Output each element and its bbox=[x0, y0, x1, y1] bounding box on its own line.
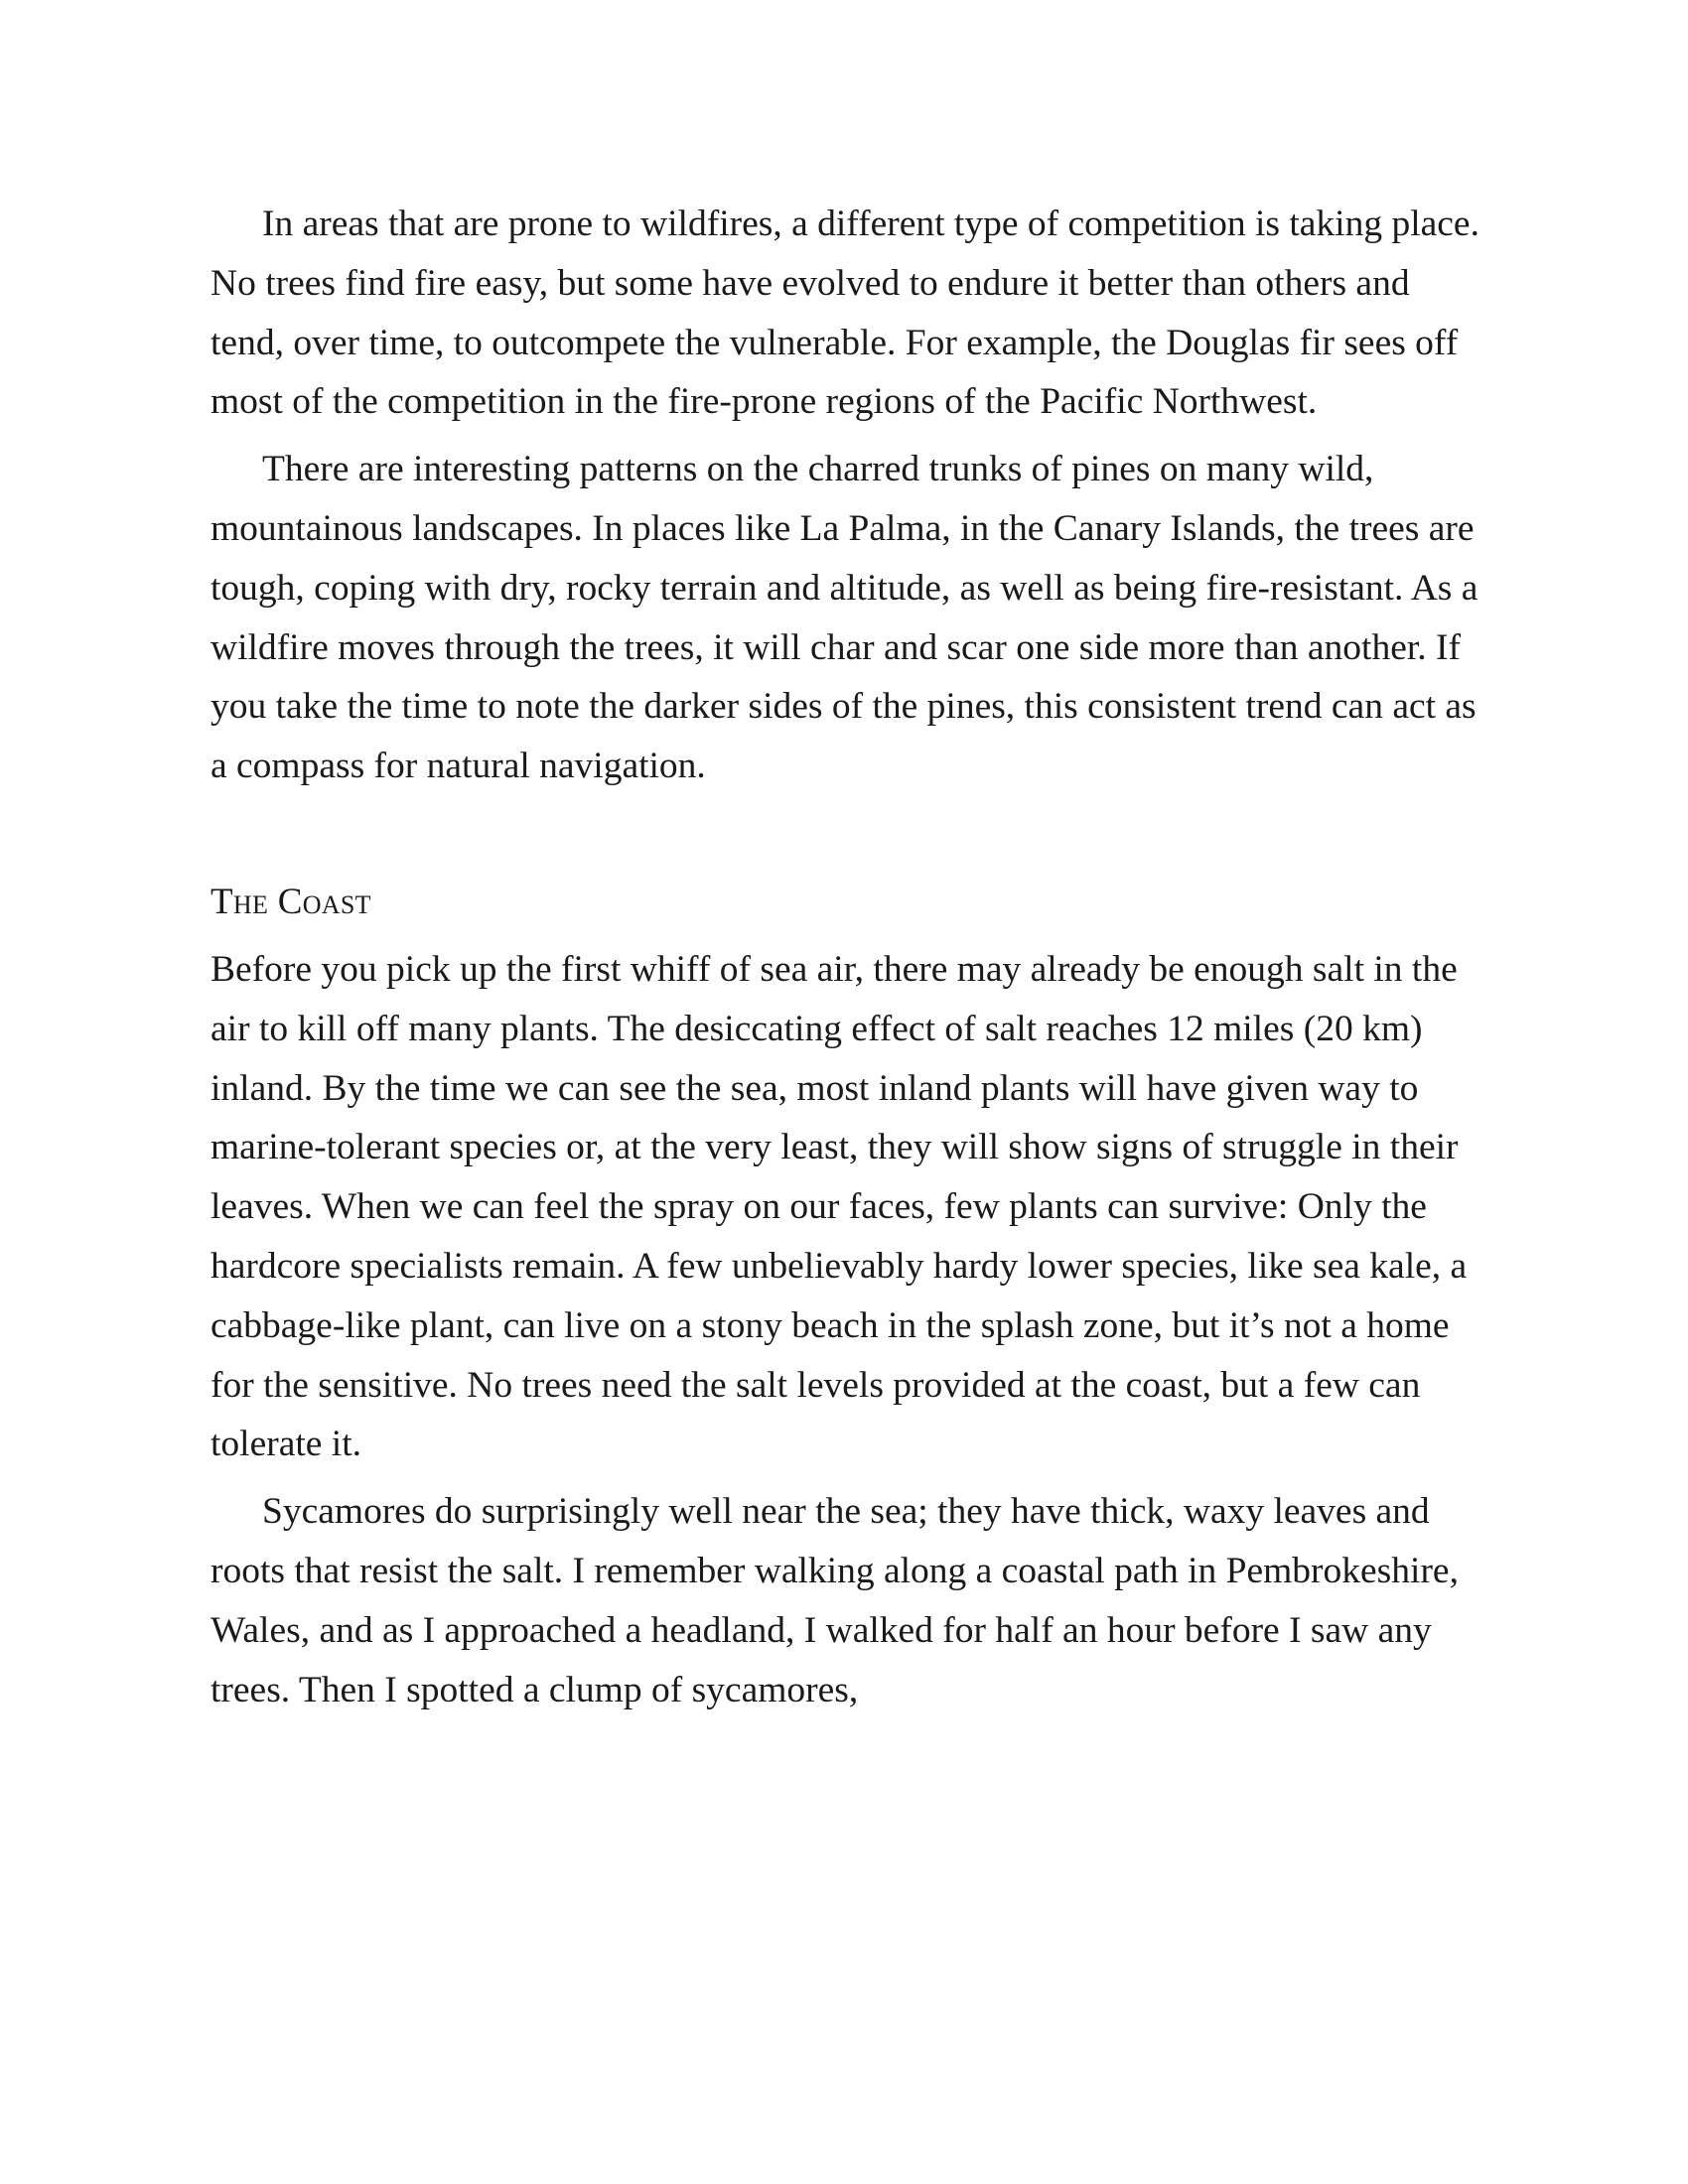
paragraph-sycamores: Sycamores do surprisingly well near the sea; they have thick, waxy leaves and roots that resist the salt. I remember walking along a coastal path in Pembrokeshire, Wales, and as I approached a headland, I walked for half an hour before I saw any trees. Then I spotted a clump of sycamores, bbox=[211, 1491, 1459, 1710]
paragraph-coast-salt: Before you pick up the first whiff of sea air, there may already be enough salt in the air to kill off many plants. The desiccating effect of salt reaches 12 miles (20 km) inland. By the time we can see the sea, most inland plants will have given way to marine-tolerant species or, at the very least, they will show signs of struggle in their leaves. When we can feel the spray on our faces, few plants can survive: Only the hardcore specialists remain. A few unbelievably hardy lower species, like sea kale, a cabbage-like plant, can live on a stony beach in the splash zone, but it’s not a home for the sensitive. No trees need the salt levels provided at the coast, but a few can tolerate it. bbox=[211, 948, 1468, 1465]
paragraph-charred-pines: There are interesting patterns on the charred trunks of pines on many wild, mountainous landscapes. In places like La Palma, in the Canary Islands, the trees are tough, coping with dry, rocky terrain and altitude, as well as being fire-resistant. As a wildfire moves through the trees, it will char and scar one side more than another. If you take the time to note the darker sides of the pines, this consistent trend can act as a compass for natural navigation. bbox=[211, 449, 1478, 787]
section-heading: The Coast bbox=[211, 881, 371, 922]
paragraph-wildfire-competition: In areas that are prone to wildfires, a different type of competition is taking place. No trees find fire easy, but some have evolved to endure it better than others and tend, over time, to outcompete the vulnerable. For example, the Douglas fir sees off most of the competition in the fire-prone regions of the Pacific Northwest. bbox=[211, 204, 1479, 423]
book-page bbox=[211, 195, 1491, 1719]
